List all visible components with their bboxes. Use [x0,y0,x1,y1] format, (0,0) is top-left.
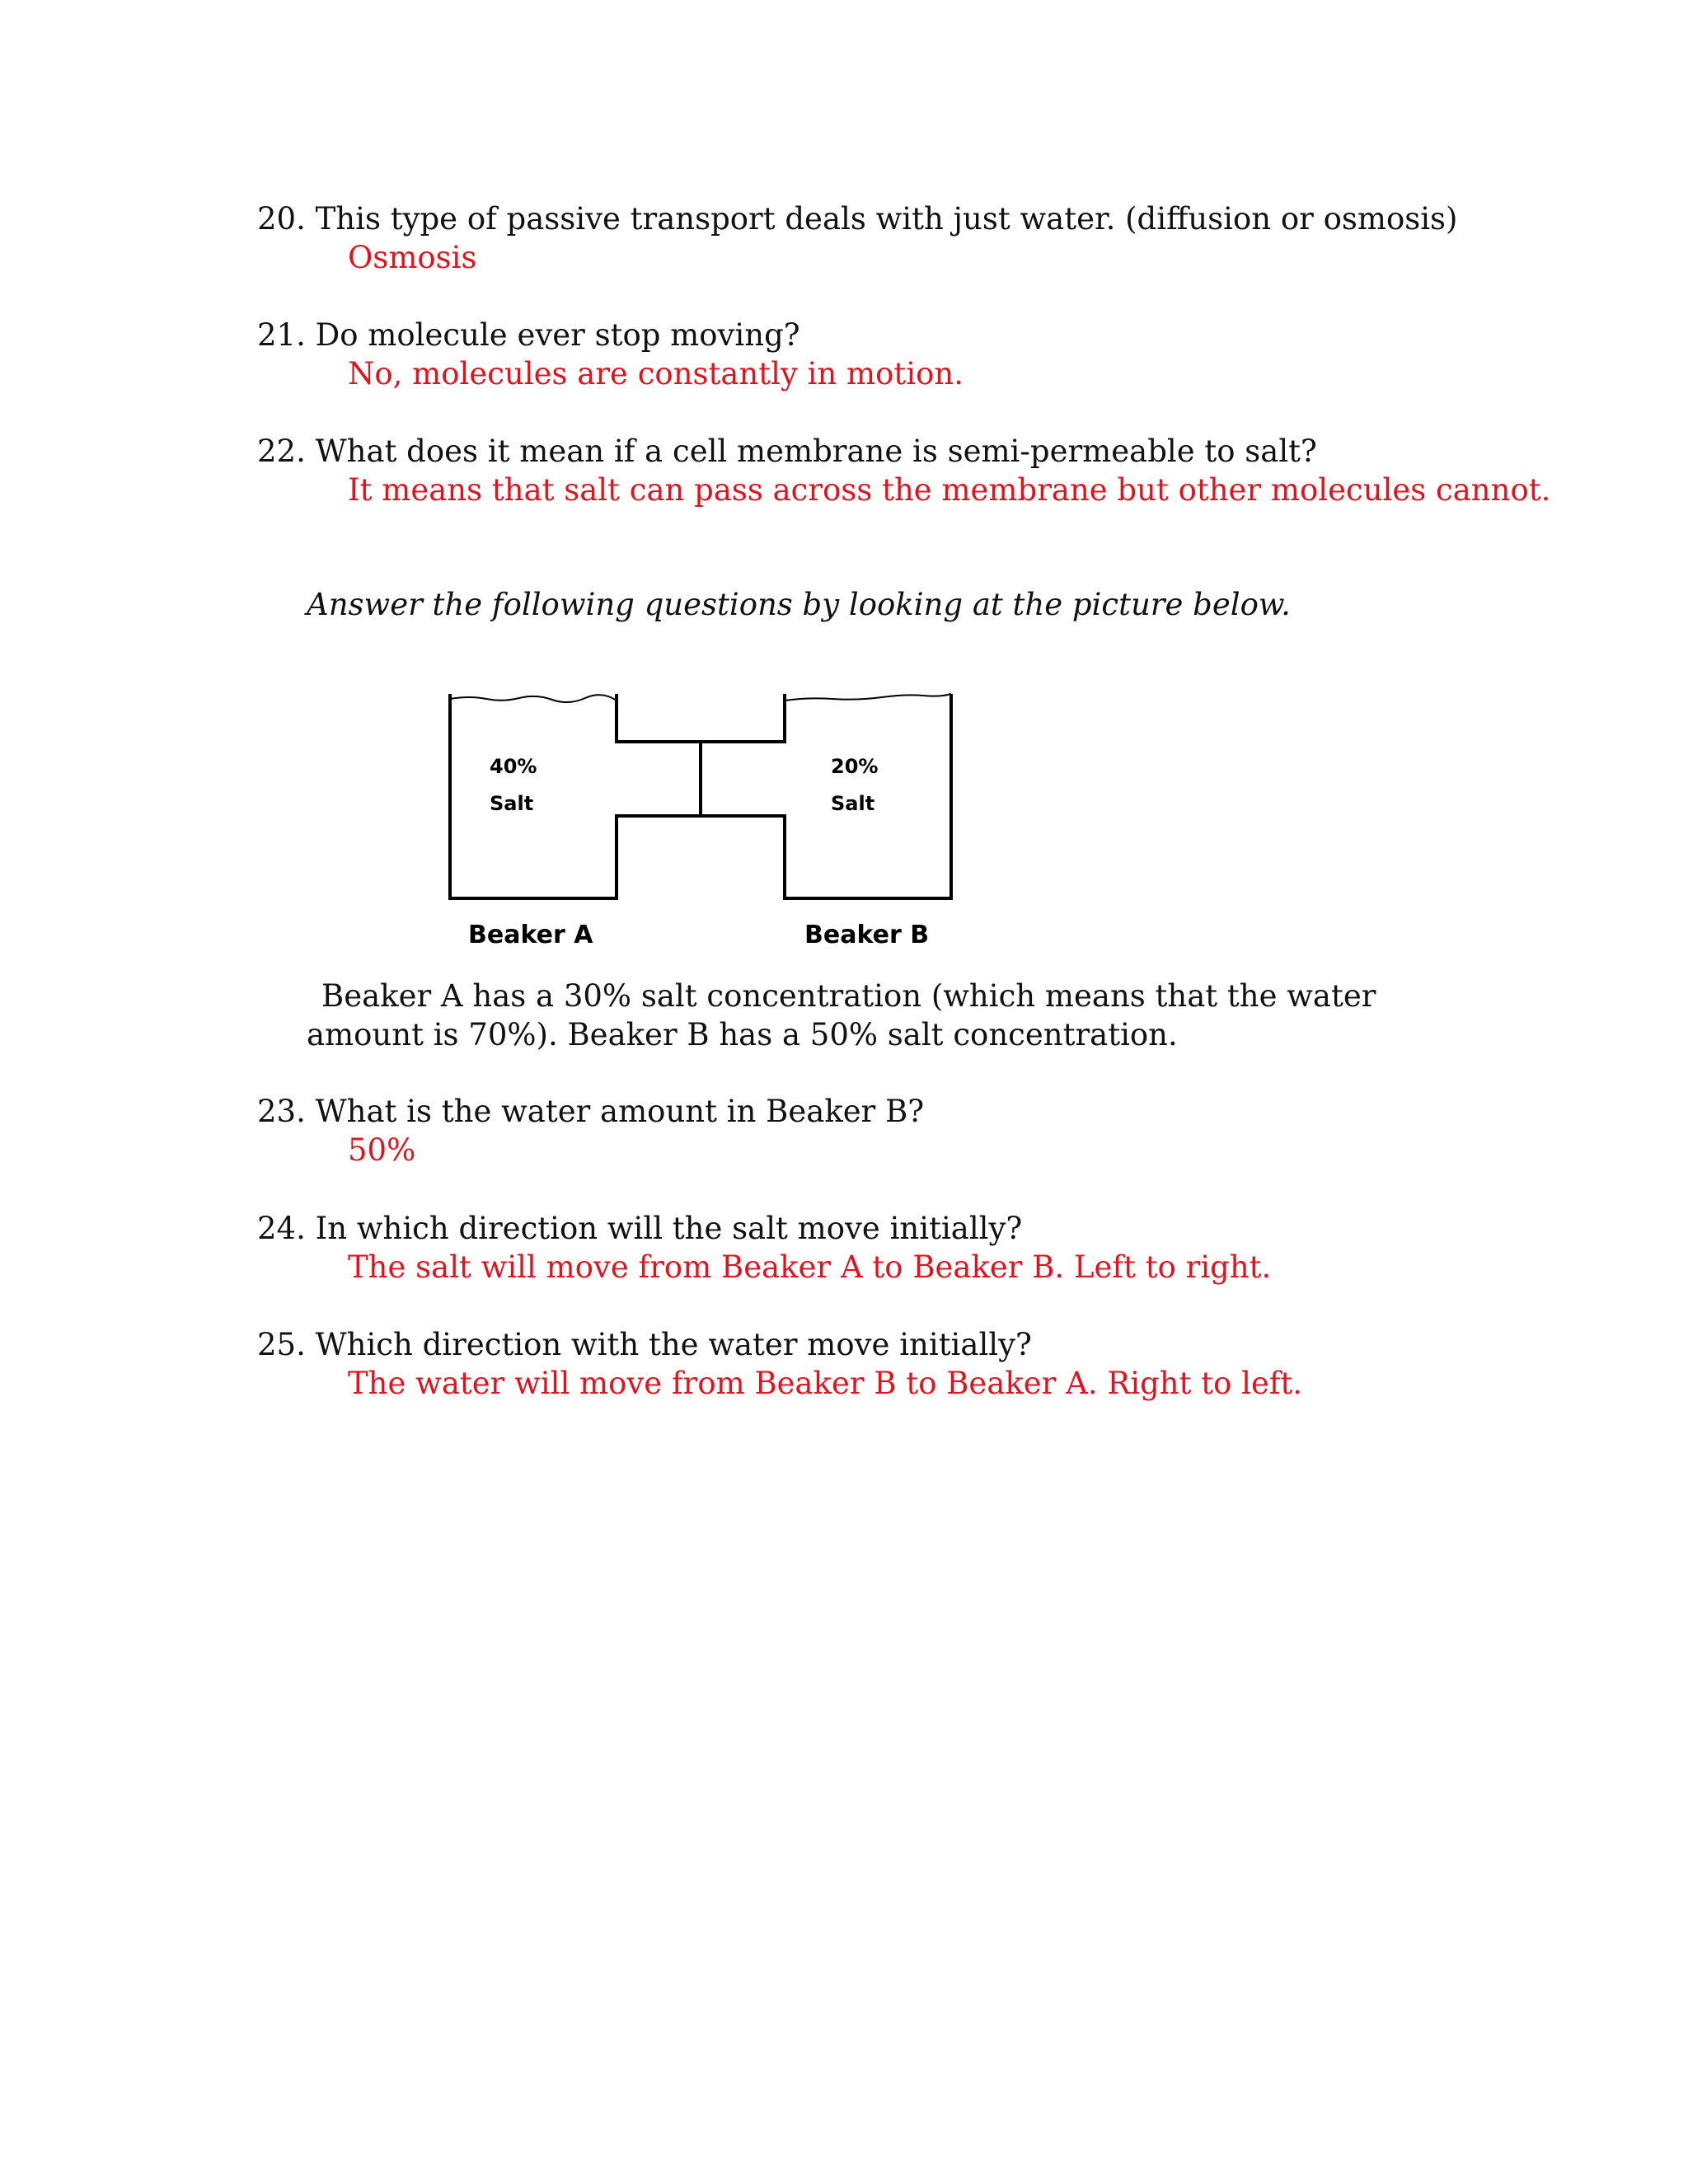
question-text: What is the water amount in Beaker B? [315,1094,925,1129]
beaker-b-outline [701,694,951,898]
question-line [257,316,1493,354]
question-line [257,432,1493,471]
question-text: What does it mean if a cell membrane is semi-permeable to salt? [315,434,1317,469]
beaker-b-concentration: 20% [831,755,879,778]
water-surface-b [785,694,951,701]
question-text: Do molecule ever stop moving? [315,317,800,353]
beaker-a-outline [450,694,701,898]
answer-text: It means that salt can pass across the membrane but other molecules cannot. [348,472,1551,508]
question-text: In which direction will the salt move initially? [315,1211,1023,1246]
question-23 [257,1092,1493,1169]
answer-text: The water will move from Beaker B to Beaker A. Right to left. [348,1366,1303,1401]
question-number: 25. [257,1327,306,1362]
question-text: This type of passive transport deals with just water. (diffusion or osmosis) [315,201,1458,237]
question-number: 23. [257,1094,306,1129]
instruction-text: Answer the following questions by looking at the picture below. [307,587,1291,622]
answer-text: No, molecules are constantly in motion. [348,356,964,391]
beaker-b-label: Beaker B [804,921,930,949]
question-number: 20. [257,201,306,237]
beaker-a-label: Beaker A [468,921,593,949]
answer-text: 50% [348,1132,416,1168]
question-22 [257,432,1551,509]
beaker-description-text: Beaker A has a 30% salt concentration (which means that the water amount is 70%). Beaker B has a 50% salt concentration. [307,978,1376,1052]
answer-text: Osmosis [348,240,477,275]
question-24 [257,1209,1493,1286]
beaker-description [307,977,1444,1054]
question-number: 24. [257,1211,306,1246]
question-line [257,1092,1493,1131]
beaker-b-substance: Salt [831,792,875,815]
beaker-a-substance: Salt [490,792,534,815]
question-line [257,199,1493,238]
question-20 [257,199,1493,277]
answer-text: The salt will move from Beaker A to Beaker B. Left to right. [348,1249,1272,1285]
water-surface-a [450,695,617,702]
question-line [257,1209,1493,1248]
question-21 [257,316,1493,393]
question-number: 21. [257,317,306,353]
question-number: 22. [257,434,306,469]
beaker-diagram [437,676,973,956]
question-line [257,1325,1493,1364]
beaker-a-concentration: 40% [490,755,537,778]
question-25 [257,1325,1493,1403]
question-text: Which direction with the water move initially? [315,1327,1032,1362]
